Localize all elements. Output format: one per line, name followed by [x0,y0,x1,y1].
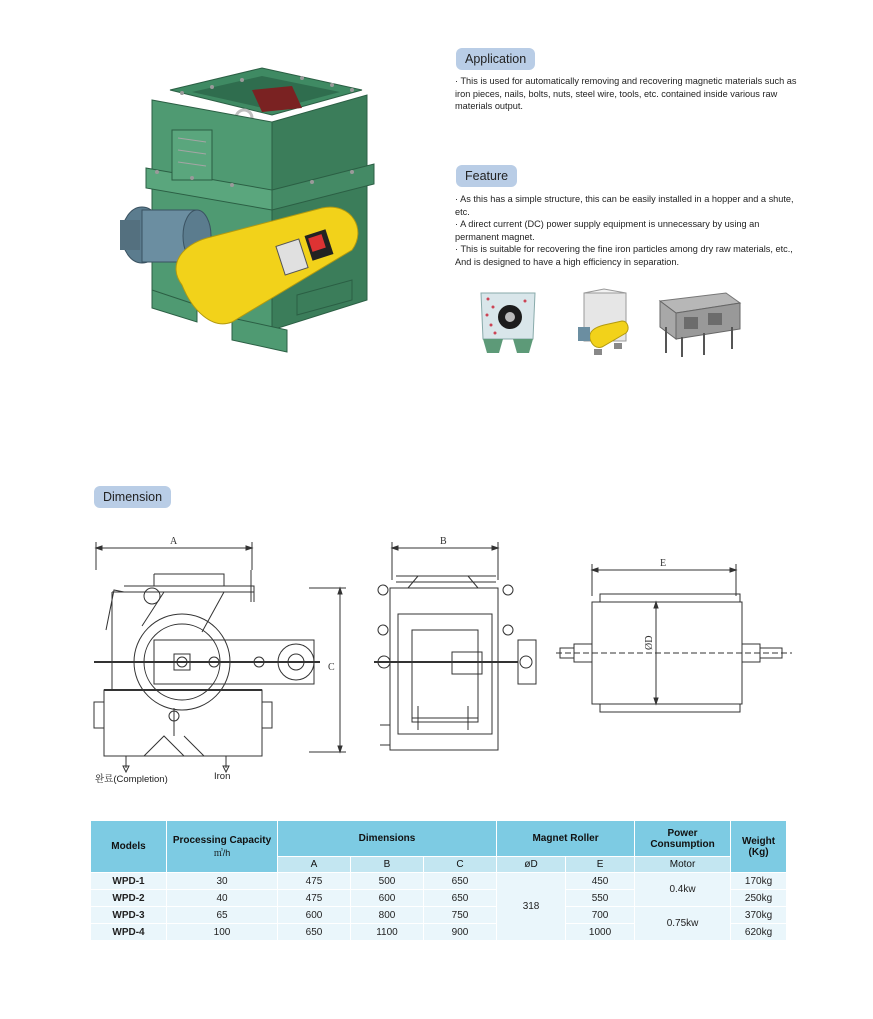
cell-weight: 620kg [731,924,787,941]
iron-label: Iron [214,771,231,782]
cell-model: WPD-4 [91,924,167,941]
cell-capacity: 30 [167,873,278,890]
table-row [91,907,787,924]
cell-a: 600 [278,907,351,924]
cell-weight: 170kg [731,873,787,890]
cell-b: 500 [351,873,424,890]
cell-power-large: 0.75kw [635,907,731,941]
side-view-drawing [368,530,548,770]
feature-item: · This is suitable for recovering the fine iron particles among dry raw materials, etc., And is designed to have a high efficiency in separation. [455,244,793,267]
thumbnail-cutaway [473,287,543,359]
dim-label-b: B [440,536,447,547]
dim-label-e: E [660,558,667,569]
cell-e: 700 [566,907,635,924]
cell-b: 600 [351,890,424,907]
header-c: C [424,857,497,873]
feature-heading: Feature [456,165,517,187]
cell-model: WPD-1 [91,873,167,890]
dim-label-c: C [328,662,335,673]
cell-e: 550 [566,890,635,907]
cell-c: 650 [424,890,497,907]
roller-drawing [552,556,802,726]
header-capacity [167,821,278,873]
cell-model: WPD-2 [91,890,167,907]
thumbnail-installation [656,287,742,359]
cell-c: 650 [424,873,497,890]
thumbnail-unit [574,287,634,359]
product-photo [112,60,402,358]
header-capacity-label: Processing Capacity [172,834,272,846]
cell-c: 900 [424,924,497,941]
header-od: øD [497,857,566,873]
cell-weight: 250kg [731,890,787,907]
cell-model: WPD-3 [91,907,167,924]
header-dimensions: Dimensions [278,821,497,857]
cell-c: 750 [424,907,497,924]
cell-b: 1100 [351,924,424,941]
header-weight: Weight (Kg) [731,821,787,873]
cell-a: 650 [278,924,351,941]
feature-item: · A direct current (DC) power supply equipment is unnecessary by using an permanent magnet. [455,219,760,242]
feature-item: · As this has a simple structure, this can be easily installed in a hopper and a shute, etc. [455,194,794,217]
header-e: E [566,857,635,873]
application-heading: Application [456,48,535,70]
header-motor: Motor [635,857,731,873]
header-a: A [278,857,351,873]
cell-a: 475 [278,890,351,907]
dim-label-a: A [170,536,178,547]
cell-capacity: 100 [167,924,278,941]
header-b: B [351,857,424,873]
cell-power-small: 0.4kw [635,873,731,907]
dim-label-d: ØD [644,635,655,650]
cell-e: 1000 [566,924,635,941]
completion-label: 완료(Completion) [95,774,168,785]
front-view-drawing [84,530,364,790]
cell-b: 800 [351,907,424,924]
table-row [91,873,787,890]
cell-e: 450 [566,873,635,890]
cell-capacity: 65 [167,907,278,924]
cell-a: 475 [278,873,351,890]
header-power: Power Consumption [635,821,731,857]
header-magnet-roller: Magnet Roller [497,821,635,857]
dimension-heading: Dimension [94,486,171,508]
feature-list [455,193,800,268]
application-text: · This is used for automatically removing and recovering magnetic materials such as iron pieces, nails, bolts, nuts, steel wire, tools, etc. contained inside various raw materials output. [455,76,797,111]
cell-od: 318 [497,873,566,941]
header-capacity-unit: ㎥/h [213,847,231,858]
header-models: Models [91,821,167,873]
spec-table [90,820,787,941]
cell-weight: 370kg [731,907,787,924]
cell-capacity: 40 [167,890,278,907]
